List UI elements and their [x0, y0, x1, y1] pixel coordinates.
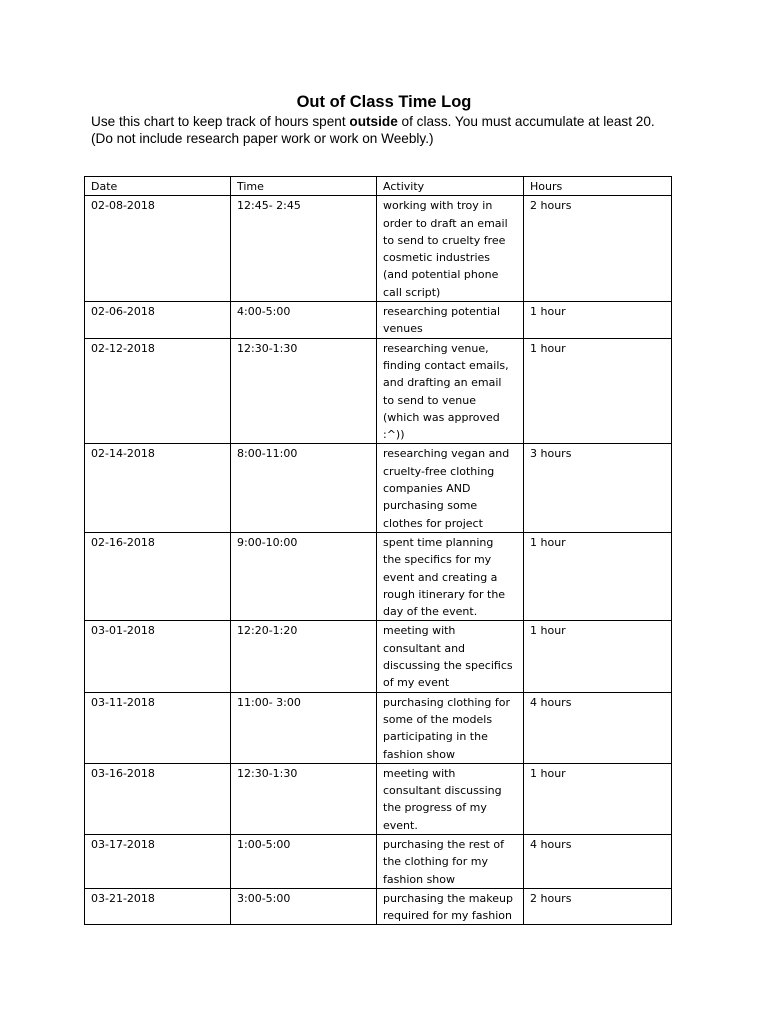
activity-line: researching potential [383, 305, 501, 319]
activity-line: (and potential phone [383, 268, 499, 282]
cell-time: 12:45- 2:45 [231, 196, 377, 302]
cell-time: 1:00-5:00 [231, 834, 377, 888]
instructions-line-1 [91, 113, 655, 130]
activity-line: discussing the specifics [383, 659, 513, 673]
activity-line: cosmetic industries [383, 251, 491, 265]
activity-line: the clothing for my [383, 855, 489, 869]
activity-line: the specifics for my [383, 553, 492, 567]
table-row [85, 621, 672, 692]
activity-line: of my event [383, 676, 450, 690]
activity-line: companies AND [383, 482, 471, 496]
cell-date: 03-11-2018 [85, 692, 231, 763]
cell-time: 8:00-11:00 [231, 444, 377, 532]
cell-activity [377, 888, 524, 925]
activity-line: event and creating a [383, 570, 498, 584]
activity-line: consultant discussing [383, 784, 502, 798]
activity-line: working with troy in [383, 199, 493, 213]
activity-line: :^)) [383, 428, 405, 442]
cell-date: 02-12-2018 [85, 338, 231, 444]
cell-activity [377, 621, 524, 692]
table-row [85, 834, 672, 888]
column-header-hours: Hours [524, 177, 672, 196]
activity-line: rough itinerary for the [383, 587, 506, 601]
activity-line: fashion show [383, 747, 455, 761]
activity-line: required for my fashion [383, 909, 513, 923]
activity-line: venues [383, 322, 423, 336]
cell-hours: 3 hours [524, 444, 672, 532]
cell-activity [377, 834, 524, 888]
table-header-row [85, 177, 672, 196]
cell-time: 11:00- 3:00 [231, 692, 377, 763]
cell-time: 9:00-10:00 [231, 532, 377, 620]
cell-date: 02-16-2018 [85, 532, 231, 620]
table-body [85, 196, 672, 925]
instructions [91, 113, 655, 147]
cell-date: 02-14-2018 [85, 444, 231, 532]
activity-line: fashion show [383, 872, 455, 886]
activity-line: researching vegan and [383, 447, 510, 461]
cell-activity [377, 444, 524, 532]
table-row [85, 532, 672, 620]
activity-line: cruelty-free clothing [383, 464, 495, 478]
cell-activity [377, 302, 524, 339]
activity-line: call script) [383, 285, 441, 299]
activity-line: purchasing the rest of [383, 837, 504, 851]
table-row [85, 888, 672, 925]
activity-line: (which was approved [383, 410, 500, 424]
activity-line: order to draft an email [383, 216, 508, 230]
activity-line: clothes for project [383, 516, 483, 530]
cell-hours: 4 hours [524, 692, 672, 763]
cell-hours: 1 hour [524, 532, 672, 620]
cell-date: 02-08-2018 [85, 196, 231, 302]
time-log-table [84, 176, 672, 925]
column-header-activity: Activity [377, 177, 524, 196]
cell-date: 03-21-2018 [85, 888, 231, 925]
table-row [85, 302, 672, 339]
activity-line: finding contact emails, [383, 358, 509, 372]
cell-date: 02-06-2018 [85, 302, 231, 339]
cell-time: 12:30-1:30 [231, 763, 377, 834]
cell-time: 12:20-1:20 [231, 621, 377, 692]
activity-line: and drafting an email [383, 376, 502, 390]
cell-hours: 1 hour [524, 338, 672, 444]
activity-line: researching venue, [383, 341, 489, 355]
cell-hours: 1 hour [524, 621, 672, 692]
table-row [85, 692, 672, 763]
cell-activity [377, 763, 524, 834]
activity-line: spent time planning [383, 535, 494, 549]
cell-activity [377, 196, 524, 302]
cell-hours: 2 hours [524, 888, 672, 925]
cell-activity [377, 532, 524, 620]
instructions-text: Use this chart to keep track of hours spent [91, 114, 350, 129]
activity-line: purchasing clothing for [383, 695, 510, 709]
instructions-line-2: (Do not include research paper work or work on Weebly.) [91, 131, 434, 146]
cell-activity [377, 338, 524, 444]
activity-line: to send to venue [383, 393, 477, 407]
cell-time: 3:00-5:00 [231, 888, 377, 925]
column-header-time: Time [231, 177, 377, 196]
activity-line: consultant and [383, 641, 466, 655]
activity-line: day of the event. [383, 605, 478, 619]
cell-date: 03-17-2018 [85, 834, 231, 888]
cell-hours: 1 hour [524, 763, 672, 834]
activity-line: event. [383, 818, 418, 832]
cell-hours: 1 hour [524, 302, 672, 339]
cell-date: 03-16-2018 [85, 763, 231, 834]
activity-line: purchasing the makeup [383, 891, 513, 905]
page-title: Out of Class Time Log [296, 93, 472, 111]
cell-activity [377, 692, 524, 763]
cell-hours: 4 hours [524, 834, 672, 888]
activity-line: the progress of my [383, 801, 487, 815]
activity-line: some of the models [383, 712, 493, 726]
activity-line: meeting with [383, 624, 456, 638]
table-row [85, 338, 672, 444]
table-row [85, 763, 672, 834]
table-row [85, 444, 672, 532]
cell-date: 03-01-2018 [85, 621, 231, 692]
activity-line: meeting with [383, 766, 456, 780]
activity-line: purchasing some [383, 499, 478, 513]
table-row [85, 196, 672, 302]
cell-hours: 2 hours [524, 196, 672, 302]
cell-time: 4:00-5:00 [231, 302, 377, 339]
activity-line: participating in the [383, 730, 488, 744]
cell-time: 12:30-1:30 [231, 338, 377, 444]
column-header-date: Date [85, 177, 231, 196]
activity-line: to send to cruelty free [383, 233, 506, 247]
instructions-text: of class. You must accumulate at least 20. [397, 114, 655, 129]
instructions-emphasis: outside [349, 114, 398, 129]
